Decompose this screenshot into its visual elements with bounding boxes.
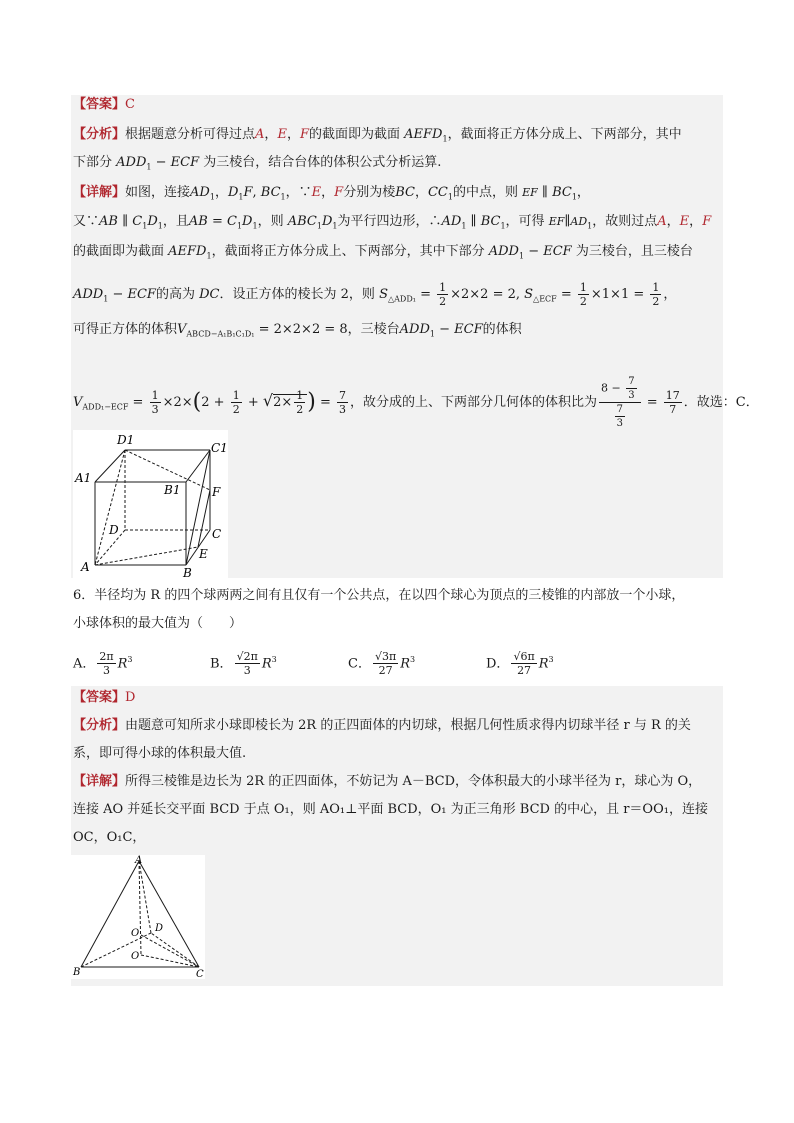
q6-stem-line2: 小球体积的最大值为（ ） bbox=[73, 616, 243, 631]
q5-detail-text: ．设正方体的棱长为 bbox=[219, 287, 337, 302]
q6-option-d[interactable]: D． $\frac{√6\pi}{27}$ $R^3$ bbox=[486, 650, 554, 678]
q5-detail-text: 如图，连接 bbox=[125, 185, 191, 200]
fig2-label-O: O bbox=[131, 928, 140, 939]
option-letter: B． bbox=[210, 656, 233, 672]
q5-analysis-text: 下部分 bbox=[73, 155, 113, 170]
q5-detail-line1: 【详解】如图，连接$AD_1$，$D_1F$, $BC_1$，∵E，F分别为棱BC，$CC_1$的中点，则 EF ∥ $BC_1$， bbox=[73, 185, 590, 202]
q5-detail-text: 可得正方体的体积 bbox=[73, 322, 178, 337]
cube-figure bbox=[73, 430, 228, 578]
q5-detail-text: 为三棱台，且三棱台 bbox=[575, 244, 693, 259]
q5-answer-tag: 【答案】 bbox=[73, 97, 126, 112]
option-num: √2π bbox=[236, 650, 258, 664]
option-den: 27 bbox=[378, 664, 393, 678]
q6-analysis-line2: 系，即可得小球的体积最大值. bbox=[73, 746, 247, 761]
q5-detail-line5: 可得正方体的体积$V_{ABCD-A_1B_1C_1D_1} = 2\times 2\times 2 = 8$，三棱台$ADD_1$ − ECF的体积 bbox=[73, 322, 522, 339]
fig2-label-D: D bbox=[155, 923, 164, 934]
q5-detail-text: ，故则过点 bbox=[592, 214, 658, 229]
q5-analysis-tag: 【分析】 bbox=[73, 127, 126, 142]
fig1-label-B: B bbox=[183, 566, 192, 578]
fig2-label-A: A bbox=[135, 855, 143, 866]
q5-detail-text: 的高为 bbox=[155, 287, 195, 302]
q5-analysis-text: 的截面即为截面 bbox=[308, 127, 400, 142]
fig1-label-D: D bbox=[109, 523, 119, 537]
q6-detail-line2: 连接 AO 并延长交平面 BCD 于点 O₁，则 AO₁⊥平面 BCD，O₁ 为正三角形 BCD 的中心，且 r＝OO₁，连接 bbox=[73, 802, 708, 817]
tetrahedron-figure bbox=[71, 855, 205, 979]
q5-detail-text: 的截面即为截面 bbox=[73, 244, 165, 259]
option-letter: A． bbox=[73, 656, 96, 672]
option-letter: C． bbox=[348, 656, 371, 672]
q5-answer-line bbox=[73, 95, 135, 115]
q5-detail-line3: 的截面即为截面 $AEFD_1$，截面将正方体分成上、下两部分，其中下部分 $ADD_1$ − ECF 为三棱台，且三棱台 bbox=[73, 244, 693, 261]
fig2-label-C: C bbox=[196, 969, 204, 979]
q6-stem-line1: 6．半径均为 R 的四个球两两之间有且仅有一个公共点，在以四个球心为顶点的三棱锥的内部放一个小球， bbox=[73, 588, 685, 603]
q6-analysis-text: 由题意可知所求小球即棱长为 2R 的正四面体的内切球，根据几何性质求得内切球半径 r 与 R 的关 bbox=[125, 718, 691, 733]
option-den: 3 bbox=[243, 664, 251, 678]
option-den: 27 bbox=[517, 664, 532, 678]
q6-option-c[interactable]: C． $\frac{√3\pi}{27}$ $R^3$ bbox=[348, 650, 416, 678]
q6-detail-tag: 【详解】 bbox=[73, 774, 126, 789]
fig1-label-D1: D1 bbox=[117, 433, 135, 447]
fig1-label-B1: B1 bbox=[164, 483, 181, 497]
option-num: √6π bbox=[513, 650, 535, 664]
q5-detail-text: ，则 bbox=[257, 214, 284, 229]
q6-answer-tag: 【答案】 bbox=[73, 690, 126, 705]
q5-detail-text: 的中点，则 bbox=[452, 185, 518, 200]
q5-detail-text: ，三棱台 bbox=[347, 322, 400, 337]
q5-detail-text: ，且 bbox=[162, 214, 189, 229]
q6-analysis-tag: 【分析】 bbox=[73, 718, 126, 733]
option-letter: D． bbox=[486, 656, 510, 672]
fig1-label-C1: C1 bbox=[211, 441, 228, 455]
q5-detail-text: ，可得 bbox=[505, 214, 545, 229]
q5-detail-tag: 【详解】 bbox=[73, 185, 126, 200]
q6-detail-line1 bbox=[73, 772, 701, 792]
q5-detail-line2: 又∵AB ∥ $C_1D_1$，且AB = $C_1D_1$，则 $ABC_1D_1$为平行四边形，$\therefore AD_1$ ∥ $BC_1$，可得 $EF\parallel AD_1$，故则过点A，E，F bbox=[73, 214, 712, 231]
q5-analysis-text: 根据题意分析可得过点 bbox=[125, 127, 256, 142]
q6-option-b[interactable]: B． $\frac{√2\pi}{3}$ $R^3$ bbox=[210, 650, 277, 678]
q5-detail-line6: $V_{ADD_1-ECF}$ = $\frac{1}{3}$ ×2×(2 + $\frac{1}{2}$ + √2× $\frac{1}{2}$ ) = $\frac{7}{3}$ ，故分成的上、下两部分几何体的体积比为 8 − $\frac{7}{3}$ $\frac{7}{3}$ = $\frac{17}{7}$ ．故选：C． bbox=[73, 376, 759, 429]
q6-detail-text: 所得三棱锥是边长为 2R 的正四面体，不妨记为 A－BCD，令体积最大的小球半径为 r，球心为 O， bbox=[125, 774, 702, 789]
q5-detail-text: 分别为棱 bbox=[343, 185, 396, 200]
q5-detail-text: ，截面将正方体分成上、下两部分，其中下部分 bbox=[211, 244, 485, 259]
fig2-label-B: B bbox=[73, 967, 81, 978]
q5-analysis-text: ，截面将正方体分成上、下两部分，其中 bbox=[447, 127, 682, 142]
q6-answer-line bbox=[73, 688, 135, 708]
q5-analysis-line2: 下部分 $ADD_1$ − ECF 为三棱台，结合台体的体积公式分析运算. bbox=[73, 155, 442, 172]
q5-detail-text: ，则 bbox=[348, 287, 375, 302]
q5-detail-text: 为平行四边形， bbox=[337, 214, 429, 229]
q5-analysis-text: 为三棱台，结合台体的体积公式分析运算. bbox=[203, 155, 442, 170]
q6-detail-line3: OC，O₁C， bbox=[73, 830, 146, 845]
q5-answer-value: C bbox=[125, 97, 135, 112]
fig1-label-A1: A1 bbox=[75, 471, 92, 485]
option-num: √3π bbox=[374, 650, 397, 664]
q5-detail-text: 的体积 bbox=[482, 322, 522, 337]
option-num: 2π bbox=[99, 650, 114, 664]
option-den: 3 bbox=[103, 664, 110, 678]
fig1-label-A: A bbox=[81, 560, 90, 574]
fig1-label-E: E bbox=[199, 547, 208, 561]
fig2-label-O1: O bbox=[131, 951, 140, 962]
q5-detail-line4: $ADD_1$ − ECF的高为 DC．设正方体的棱长为 2，则 $S_{\triangle ADD_1}$ = $\frac{1}{2}$ ×2×2 = 2, $S_{\triangle ECF}$ = $\frac{1}{2}$ ×1×1 = $\frac{1}{2}$ ， bbox=[73, 281, 677, 308]
q5-detail-text: ，故分成的上、下两部分几何体的体积比为 bbox=[350, 395, 598, 410]
q5-detail-text: ．故选：C． bbox=[683, 395, 759, 410]
q6-answer-value: D bbox=[125, 690, 136, 705]
q6-option-a[interactable]: A． $\frac{2\pi}{3}$ $R^3$ bbox=[73, 650, 133, 678]
fig1-label-C: C bbox=[212, 527, 222, 541]
q5-detail-text: 又 bbox=[73, 214, 87, 229]
q6-analysis-line1 bbox=[73, 716, 691, 736]
fig1-label-F: F bbox=[212, 485, 221, 499]
q5-analysis-line1: 【分析】根据题意分析可得过点A，E，F的截面即为截面 $AEFD_1$，截面将正方体分成上、下两部分，其中 bbox=[73, 127, 682, 144]
